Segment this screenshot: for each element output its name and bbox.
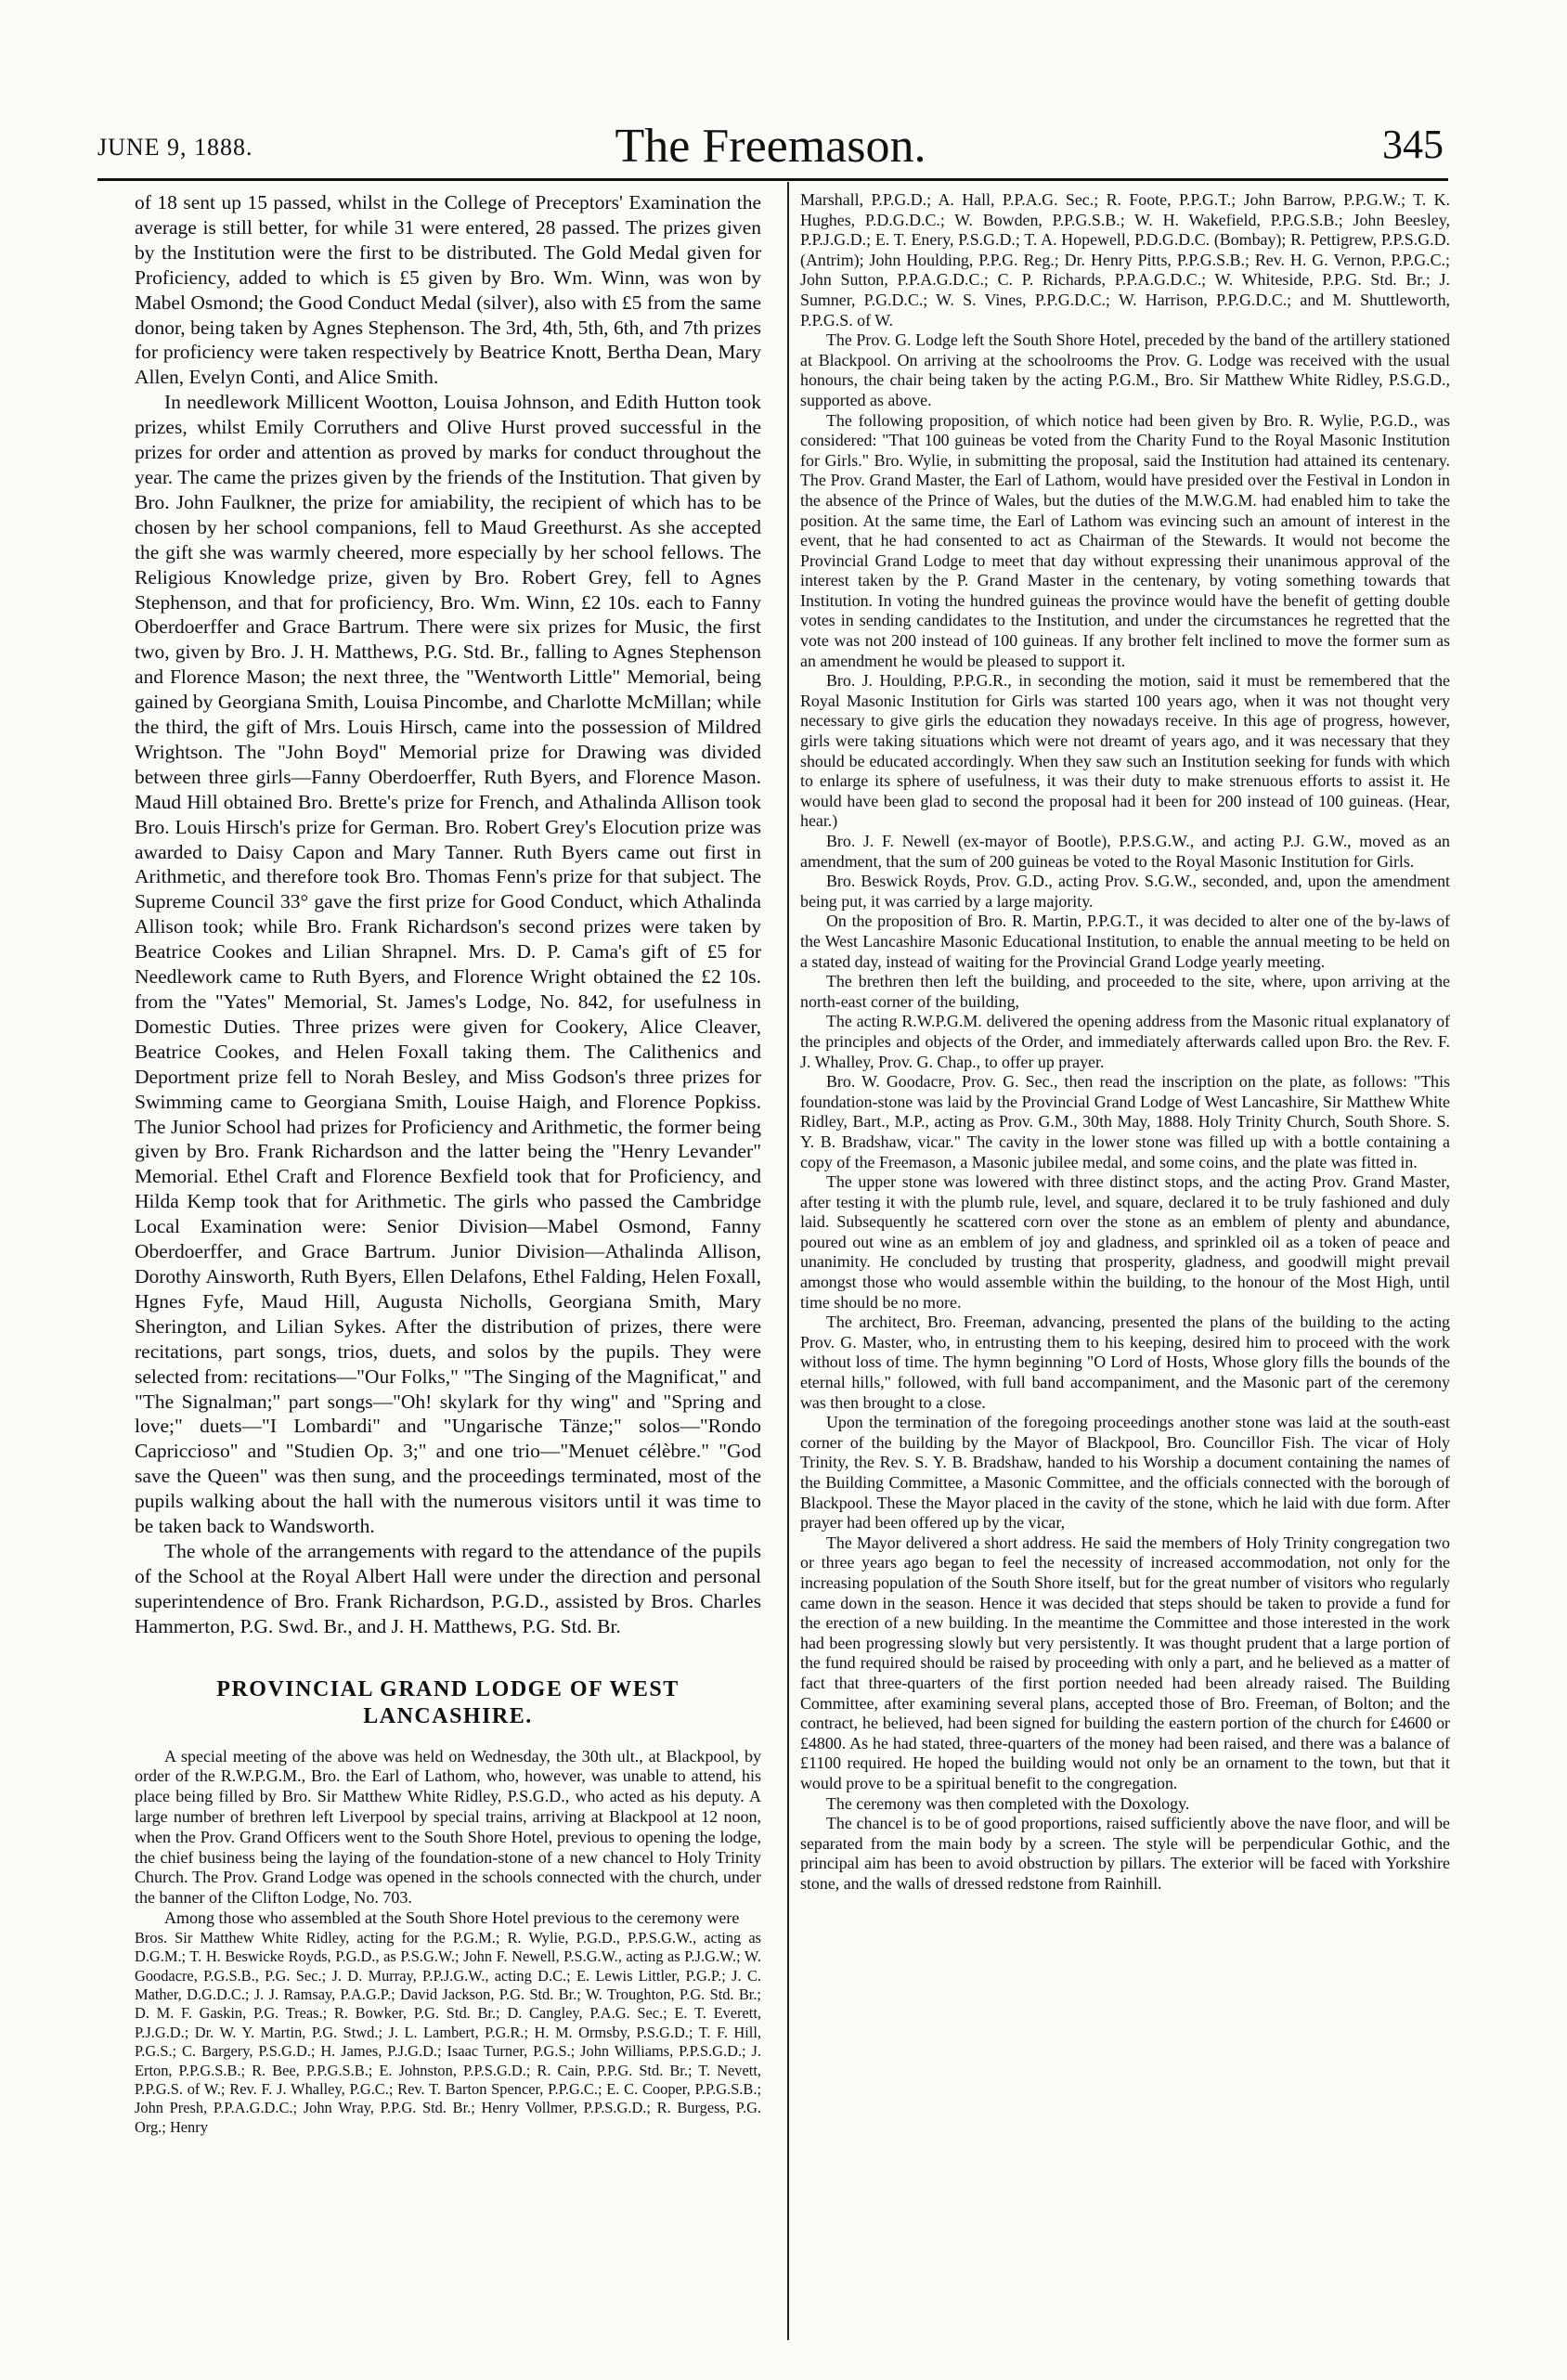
section-heading: PROVINCIAL GRAND LODGE OF WEST LANCASHIRE. [216, 1676, 680, 1728]
article-paragraph: Bro. J. F. Newell (ex-mayor of Bootle), P.P.S.G.W., and acting P.J. G.W., moved as an amendment, that the sum of 200 guineas be voted to the Royal Masonic Institution for Girls. [800, 832, 1450, 871]
article-paragraph: The acting R.W.P.G.M. delivered the opening address from the Masonic ritual explanatory of the principles and objects of the Order, and immediately afterwards called upon Bro. the Rev. F. J. Whalley, Prov. G. Chap., to offer up prayer. [800, 1012, 1450, 1071]
article-paragraph: A special meeting of the above was held on Wednesday, the 30th ult., at Blackpool, by order of the R.W.P.G.M., Bro. the Earl of Lathom, who, however, was unable to attend, his place being filled by Bro. Sir Matthew White Ridley, P.S.G.D., who acted as his deputy. A large number of brethren left Liverpool by special trains, arriving at Blackpool at 12 noon, when the Prov. Grand Officers went to the South Shore Hotel, previous to opening the lodge, the chief business being the laying of the foundation-stone of a new chancel to Holy Trinity Church. The Prov. Grand Lodge was opened in the schools connected with the church, under the banner of the Clifton Lodge, No. 703. [135, 1746, 761, 1908]
right-column [800, 190, 1450, 2344]
issue-date: JUNE 9, 1888. [97, 134, 253, 161]
article-paragraph: The Mayor delivered a short address. He said the members of Holy Trinity congregation two or three years ago began to feel the necessity of increased accommodation, not only for the increasing population of the South Shore itself, but for the great number of visitors who regularly came down in the season. Hence it was decided that steps should be taken to provide a fund for the erection of a new building. In the meantime the Committee and those interested in the work had been progressing slowly but very persistently. It was thought prudent that a large portion of the fund required should be raised by proceeding with only a part, and he believed as a matter of fact that three-quarters of the first portion needed had been already raised. The Building Committee, after examining several plans, accepted those of Bro. Freeman, of Bolton; and the contract, he believed, had been signed for building the eastern portion of the church for £4600 or £4800. As he had stated, three-quarters of the money had been raised, and there was a balance of £1100 required. He hoped the building would not only be an ornament to the town, but that it would prove to be a spiritual benefit to the congregation. [800, 1533, 1450, 1792]
article-paragraph: On the proposition of Bro. R. Martin, P.P.G.T., it was decided to alter one of the by-laws of the West Lancashire Masonic Educational Institution, to enable the annual meeting to be held on a stated day, instead of waiting for the Provincial Grand Lodge yearly meeting. [800, 912, 1450, 971]
page-number: 345 [1382, 122, 1444, 167]
article-paragraph: Among those who assembled at the South Shore Hotel previous to the ceremony were [164, 1908, 740, 1927]
article-paragraph: The brethren then left the building, and proceeded to the site, where, upon arriving at the north-east corner of the building, [800, 972, 1450, 1011]
article-paragraph: The whole of the arrangements with regard to the attendance of the pupils of the School at the Royal Albert Hall were under the direction and personal superintendence of Bro. Frank Richardson, P.G.D., assisted by Bros. Charles Hammerton, P.G. Swd. Br., and J. H. Matthews, P.G. Std. Br. [135, 1539, 761, 1637]
article-paragraph: The ceremony was then completed with the Doxology. [826, 1793, 1190, 1813]
article-paragraph: The following proposition, of which notice had been given by Bro. R. Wylie, P.G.D., was considered: "That 100 guineas be voted from the Charity Fund to the Royal Masonic Institution for Girls." Bro. Wylie, in submitting the proposal, said the Institution had attained its centenary. The Prov. Grand Master, the Earl of Lathom, would have presided over the Festival in London in the absence of the Prince of Wales, but the duties of the M.W.G.M. had enabled him to take the position. At the same time, the Earl of Lathom was evincing such an amount of interest in the event, that he had consented to act as Chairman of the Stewards. It would not become the Provincial Grand Lodge to meet that day without expressing their unanimous approval of the interest taken by the P. Grand Master in the centenary, by voting something towards that Institution. In voting the hundred guineas the province would have the benefit of getting double votes in sending candidates to the Institution, and under the circumstances he regretted that the vote was not 200 instead of 100 guineas. If any brother felt inclined to move the former sum as an amendment he would be pleased to support it. [800, 410, 1450, 670]
article-paragraph: The upper stone was lowered with three distinct stops, and the acting Prov. Grand Master, after testing it with the plumb rule, level, and square, declared it to be truly fashioned and duly laid. Subsequently he scattered corn over the stone as an emblem of plenty and abundance, poured out wine as an emblem of joy and gladness, and sprinkled oil as a token of peace and unanimity. He concluded by trusting that prosperity, gladness, and goodwill might prevail amongst those who would assemble within the building, to the honour of the Most High, until time should be no more. [800, 1172, 1450, 1312]
article-paragraph: Bro. W. Goodacre, Prov. G. Sec., then read the inscription on the plate, as follows: "This foundation-stone was laid by the Provincial Grand Lodge of West Lancashire, Sir Matthew White Ridley, Bart., M.P., acting as Prov. G.M., 30th May, 1888. Holy Trinity Church, South Shore. S. Y. B. Bradshaw, vicar." The cavity in the lower stone was filled up with a bottle containing a copy of the Freemason, a Masonic jubilee medal, and some coins, and the plate was fitted in. [800, 1072, 1450, 1171]
masthead-title: The Freemason. [615, 120, 926, 173]
attendees-list: Bros. Sir Matthew White Ridley, acting for the P.G.M.; R. Wylie, P.G.D., P.P.S.G.W., acting as D.G.M.; T. H. Beswicke Royds, P.G.D., as P.S.G.W.; John F. Newell, P.S.G.W., acting as P.J.G.W.; W. Goodacre, P.G.S.B., P.G. Sec.; J. D. Murray, P.P.J.G.W., acting D.C.; E. Lewis Littler, P.G.P.; J. C. Mather, D.G.D.C.; J. J. Ramsay, P.A.G.P.; David Jackson, P.G. Std. Br.; W. Troughton, P.G. Std. Br.; D. M. F. Gaskin, P.G. Treas.; R. Bowker, P.G. Std. Br.; D. Cangley, P.A.G. Sec.; E. T. Everett, P.J.G.D.; Dr. W. Y. Martin, P.G. Stwd.; J. L. Lambert, P.G.R.; H. M. Ormsby, P.S.G.D.; T. F. Hill, P.G.S.; C. Bargery, P.S.G.D.; H. James, P.J.G.D.; Isaac Turner, P.G.S.; John Williams, P.P.S.G.D.; J. Erton, P.P.G.S.B.; R. Bee, P.P.G.S.B.; E. Johnston, P.P.S.G.D.; R. Cain, P.P.G. Std. Br.; T. Nevett, P.P.G.S. of W.; Rev. F. J. Whalley, P.G.C.; Rev. T. Barton Spencer, P.P.G.C.; E. C. Cooper, P.P.G.S.B.; John Presh, P.P.A.G.D.C.; John Wray, P.P.G. Std. Br.; Henry Vollmer, P.P.S.G.D.; R. Burgess, P.G. Org.; Henry [135, 1928, 761, 2136]
attendees-list-continued: Marshall, P.P.G.D.; A. Hall, P.P.A.G. Sec.; R. Foote, P.P.G.T.; John Barrow, P.P.G.W.; T. K. Hughes, P.D.G.D.C.; W. Bowden, P.P.G.S.B.; W. H. Wakefield, P.P.G.S.B.; John Beesley, P.P.J.G.D.; E. T. Enery, P.S.G.D.; T. A. Hopewell, P.D.G.D.C. (Bombay); R. Pettigrew, P.P.S.G.D. (Antrim); John Houlding, P.P.G. Reg.; Dr. Henry Pitts, P.P.G.S.B.; Rev. H. G. Vernon, P.P.G.C.; John Sutton, P.P.A.G.D.C.; C. P. Richards, P.P.A.G.D.C.; W. Whiteside, P.P.G. Std. Br.; J. Sumner, P.G.D.C.; W. S. Vines, P.P.G.D.C.; W. Harrison, P.P.G.D.C.; and M. Shuttleworth, P.P.G.S. of W. [800, 190, 1450, 330]
article-paragraph: The architect, Bro. Freeman, advancing, presented the plans of the building to the acting Prov. G. Master, who, in entrusting them to his keeping, desired him to proceed with the work without loss of time. The hymn beginning "O Lord of Hosts, Whose glory fills the bounds of the eternal hills," followed, with full band accompaniment, and the Masonic part of the ceremony was then brought to a close. [800, 1313, 1450, 1412]
header-rule [97, 178, 1448, 181]
article-paragraph: Bro. Beswick Royds, Prov. G.D., acting Prov. S.G.W., seconded, and, upon the amendment being put, it was carried by a large majority. [800, 872, 1450, 911]
article-paragraph: The Prov. G. Lodge left the South Shore Hotel, preceded by the band of the artillery stationed at Blackpool. On arriving at the schoolrooms the Prov. G. Lodge was received with the usual honours, the chair being taken by the acting P.G.M., Bro. Sir Matthew White Ridley, P.S.G.D., supported as above. [800, 330, 1450, 409]
article-paragraph: Bro. J. Houlding, P.P.G.R., in seconding the motion, said it must be remembered that the Royal Masonic Institution for Girls was started 100 years ago, when it was not thought very necessary to give girls the education they nowadays receive. In this age of progress, however, girls were taking situations which were not dreamt of years ago, and it was necessary that they should be educated accordingly. When they saw such an Institution seeking for funds with which to enlarge its sphere of usefulness, it was their duty to make strenuous efforts to assist it. He would have been glad to second the proposal had it been for 200 instead of 100 guineas. (Hear, hear.) [800, 671, 1450, 831]
article-paragraph: The chancel is to be of good proportions, raised sufficiently above the nave floor, and will be separated from the main body by a screen. The style will be perpendicular Gothic, and the principal aim has been to avoid obstruction by pillars. The exterior will be faced with Yorkshire stone, and the walls of dressed redstone from Rainhill. [800, 1814, 1450, 1893]
column-divider [787, 182, 789, 2340]
article-paragraph: Upon the termination of the foregoing proceedings another stone was laid at the south-east corner of the building by the Mayor of Blackpool, Bro. Councillor Fish. The vicar of Holy Trinity, the Rev. S. Y. B. Bradshaw, handed to his Worship a document containing the names of the Building Committee, a Masonic Committee, and the officials connected with the borough of Blackpool. These the Mayor placed in the cavity of the stone, which he laid with due form. After prayer had been offered up by the vicar, [800, 1413, 1450, 1533]
page-header [97, 119, 1444, 175]
article-paragraph: In needlework Millicent Wootton, Louisa Johnson, and Edith Hutton took prizes, whilst Emily Corruthers and Olive Hurst proved successful in the prizes for order and attention as proved by marks for conduct throughout the year. The came the prizes given by the friends of the Institution. That given by Bro. John Faulkner, the prize for amiability, the recipient of which has to be chosen by her school companions, fell to Maud Greethurst. As she accepted the gift she was warmly cheered, more especially by her school fellows. The Religious Knowledge prize, given by Bro. Robert Grey, fell to Agnes Stephenson, and that for proficiency, Bro. Wm. Winn, £2 10s. each to Fanny Oberdoerffer and Grace Bartrum. There were six prizes for Music, the first two, given by Bro. J. H. Matthews, P.G. Std. Br., falling to Agnes Stephenson and Florence Mason; the next three, the "Wentworth Little" Memorial, being gained by Georgiana Smith, Louisa Pincombe, and Charlotte McMillan; while the third, the gift of Mrs. Louis Hirsch, came into the possession of Mildred Wrightson. The "John Boyd" Memorial prize for Drawing was divided between three girls—Fanny Oberdoerffer, Ruth Byers, and Florence Mason. Maud Hill obtained Bro. Brette's prize for French, and Athalinda Allison took Bro. Louis Hirsch's prize for German. Bro. Robert Grey's Elocution prize was awarded to Daisy Capon and Mary Tanner. Ruth Byers came out first in Arithmetic, and therefore took Bro. Thomas Fenn's prize for that subject. The Supreme Council 33° gave the first prize for Good Conduct, which Athalinda Allison took; while Bro. Frank Richardson's second prizes were taken by Beatrice Cookes and Lilian Shrapnel. Mrs. D. P. Cama's gift of £5 for Needlework came to Ruth Byers, and Florence Wright obtained the £2 10s. from the "Yates" Memorial, St. James's Lodge, No. 842, for usefulness in Domestic Duties. Three prizes were given for Cookery, Alice Cleaver, Beatrice Cookes, and Helen Foxall taking them. The Calithenics and Deportment prize fell to Norah Besley, and Miss Godson's three prizes for Swimming came to Georgiana Smith, Louise Haigh, and Florence Popkiss. The Junior School had prizes for Proficiency and Arithmetic, the former being given by Bro. Frank Richardson and the latter being the "Henry Levander" Memorial. Ethel Craft and Florence Bexfield took that for Proficiency, and Hilda Kemp took that for Arithmetic. The girls who passed the Cambridge Local Examination were: Senior Division—Mabel Osmond, Fanny Oberdoerffer, and Grace Bartrum. Junior Division—Athalinda Allison, Dorothy Ainsworth, Ruth Byers, Ellen Delafons, Ethel Falding, Helen Foxall, Hgnes Fyfe, Maud Hill, Augusta Nicholls, Georgiana Smith, Mary Sherington, and Lilian Sykes. After the distribution of prizes, there were recitations, part songs, trios, duets, and solos by the pupils. They were selected from: recitations—"Our Folks," "The Singing of the Magnificat," and "The Signalman;" part songs—"Oh! skylark for thy wing" and "Spring and love;" duets—"I Lombardi" and "Ungarische Tänze;" solos—"Rondo Capriccioso" and "Studien Op. 3;" and one trio—"Menuet célèbre." "God save the Queen" was then sung, and the proceedings terminated, most of the pupils walking about the hall with the numerous visitors until it was time to be taken back to Wandsworth. [135, 391, 761, 1538]
article-paragraph: of 18 sent up 15 passed, whilst in the College of Preceptors' Examination the average is still better, for while 31 were entered, 28 passed. The prizes given by the Institution were the first to be distributed. The Gold Medal given for Proficiency, added to which is £5 given by Bro. Wm. Winn, was won by Mabel Osmond; the Good Conduct Medal (silver), also with £5 from the same donor, being taken by Agnes Stephenson. The 3rd, 4th, 5th, 6th, and 7th prizes for proficiency were taken respectively by Beatrice Knott, Bertha Dean, Mary Allen, Evelyn Conti, and Alice Smith. [135, 191, 761, 389]
left-column [135, 190, 761, 2344]
